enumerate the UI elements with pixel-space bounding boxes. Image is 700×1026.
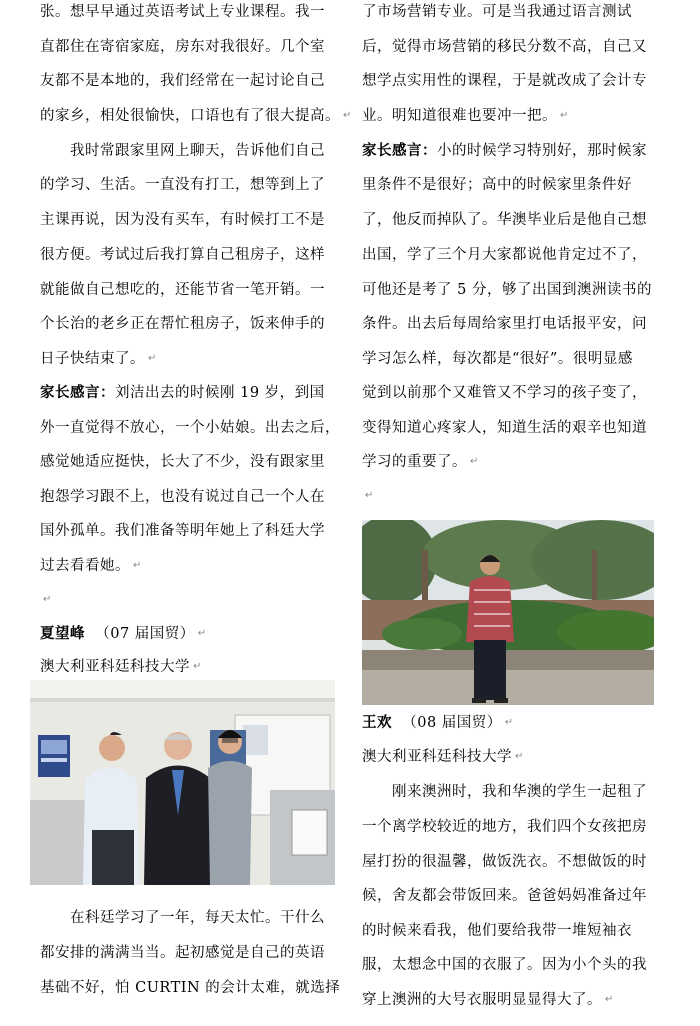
parent-comment-label: 家长感言： [40, 384, 115, 401]
return-mark-icon: ↵ [605, 994, 614, 1005]
text-line: 张。想早早通过英语考试上专业课程。我一 [40, 4, 325, 20]
empty-line [40, 590, 52, 610]
text-line: 的家乡，相处很愉快，口语也有了很大提高。 ↵ [40, 108, 352, 124]
text-line: 学习的重要了。 ↵ [362, 454, 479, 470]
return-mark-icon: ↵ [193, 661, 202, 672]
return-mark-icon: ↵ [560, 110, 569, 121]
text-line: 感觉她适应挺快，长大了不少，没有跟家里 [40, 454, 325, 470]
text-line: 业。明知道很难也要冲一把。 ↵ [362, 108, 569, 124]
text-line: 刚来澳洲时，我和华澳的学生一起租了 [392, 784, 647, 800]
photo-outdoor-student [362, 520, 654, 705]
text-line: 就能做自己想吃的，还能节省一笔开销。一 [40, 282, 325, 298]
student-name: 王欢 [362, 714, 392, 731]
parent-comment-label: 家长感言： [362, 142, 437, 159]
text-line: 学习怎么样，每次都是“很好”。很明显感 [362, 351, 633, 367]
text-line: 服，太想念中国的衣服了。因为小个头的我 [362, 957, 647, 973]
parent-comment-line: 家长感言：小的时候学习特别好，那时候家 [362, 142, 647, 159]
student-heading [40, 624, 207, 644]
text-line: 后，觉得市场营销的移民分数不高，自己又 [362, 39, 647, 55]
return-mark-icon: ↵ [43, 594, 52, 605]
text-line: 了市场营销专业。可是当我通过语言测试 [362, 4, 632, 20]
return-mark-icon: ↵ [515, 751, 524, 762]
return-mark-icon: ↵ [470, 456, 479, 467]
text-line: 直都住在寄宿家庭，房东对我很好。几个室 [40, 39, 325, 55]
text-line: 了，他反而掉队了。华澳毕业后是他自己想 [362, 212, 647, 228]
text-line: 在科廷学习了一年，每天太忙。干什么 [70, 910, 325, 926]
text-line: 的学习、生活。一直没有打工，想等到上了 [40, 177, 325, 193]
text-line: 主课再说，因为没有买车，有时候打工不是 [40, 212, 325, 228]
student-heading [362, 713, 514, 733]
text-line: 国外孤单。我们准备等明年她上了科廷大学 [40, 523, 325, 539]
return-mark-icon: ↵ [365, 490, 374, 501]
text-line: 基础不好，怕 CURTIN 的会计太难，就选择 [40, 980, 341, 996]
text-line: 友都不是本地的，我们经常在一起讨论自己 [40, 73, 325, 89]
text-line: 出国，学了三个月大家都说他肯定过不了， [362, 247, 647, 263]
text-line: 抱怨学习跟不上，也没有说过自己一个人在 [40, 489, 325, 505]
text-line: 个长治的老乡正在帮忙租房子，饭来伸手的 [40, 316, 325, 332]
text-line: 穿上澳洲的大号衣服明显显得大了。 ↵ [362, 992, 614, 1008]
text-line: 很方便。考试过后我打算自己租房子，这样 [40, 247, 325, 263]
empty-line [362, 486, 374, 506]
return-mark-icon: ↵ [148, 353, 157, 364]
return-mark-icon: ↵ [133, 560, 142, 571]
return-mark-icon: ↵ [343, 110, 352, 121]
text-line: 里条件不是很好；高中的时候家里条件好 [362, 177, 632, 193]
return-mark-icon: ↵ [197, 628, 207, 639]
text-line: 条件。出去后每周给家里打电话报平安，问 [362, 316, 647, 332]
student-name: 夏望峰 [40, 625, 85, 642]
parent-comment-line: 家长感言：刘洁出去的时候刚 19 岁，到国 [40, 384, 325, 401]
student-class: （08 届国贸） [402, 715, 502, 731]
text-line: 可他还是考了 5 分，够了出国到澳洲读书的 [362, 282, 652, 298]
text-line: 候，舍友都会带饭回来。爸爸妈妈准备过年 [362, 888, 647, 904]
return-mark-icon: ↵ [504, 717, 514, 728]
text-line: 变得知道心疼家人，知道生活的艰辛也知道 [362, 420, 647, 436]
text-line: 都安排的满满当当。起初感觉是自己的英语 [40, 945, 325, 961]
text-line: 外一直觉得不放心，一个小姑娘。出去之后， [40, 420, 340, 436]
text-line: 过去看看她。 ↵ [40, 558, 142, 574]
text-line: 觉到以前那个又难管又不学习的孩子变了， [362, 385, 647, 401]
text-line: 我时常跟家里网上聊天，告诉他们自己 [70, 143, 325, 159]
school-name: 澳大利亚科廷科技大学 ↵ [40, 659, 202, 675]
photo-office-group [30, 680, 335, 885]
text-line: 一个离学校较近的地方，我们四个女孩把房 [362, 819, 647, 835]
text-line: 想学点实用性的课程，于是就改成了会计专 [362, 73, 647, 89]
school-name: 澳大利亚科廷科技大学 ↵ [362, 749, 524, 765]
text-line: 屋打扮的很温馨，做饭洗衣。不想做饭的时 [362, 854, 647, 870]
text-line: 日子快结束了。 ↵ [40, 351, 157, 367]
student-class: （07 届国贸） [95, 626, 195, 642]
text-line: 的时候来看我，他们要给我带一堆短袖衣 [362, 923, 632, 939]
